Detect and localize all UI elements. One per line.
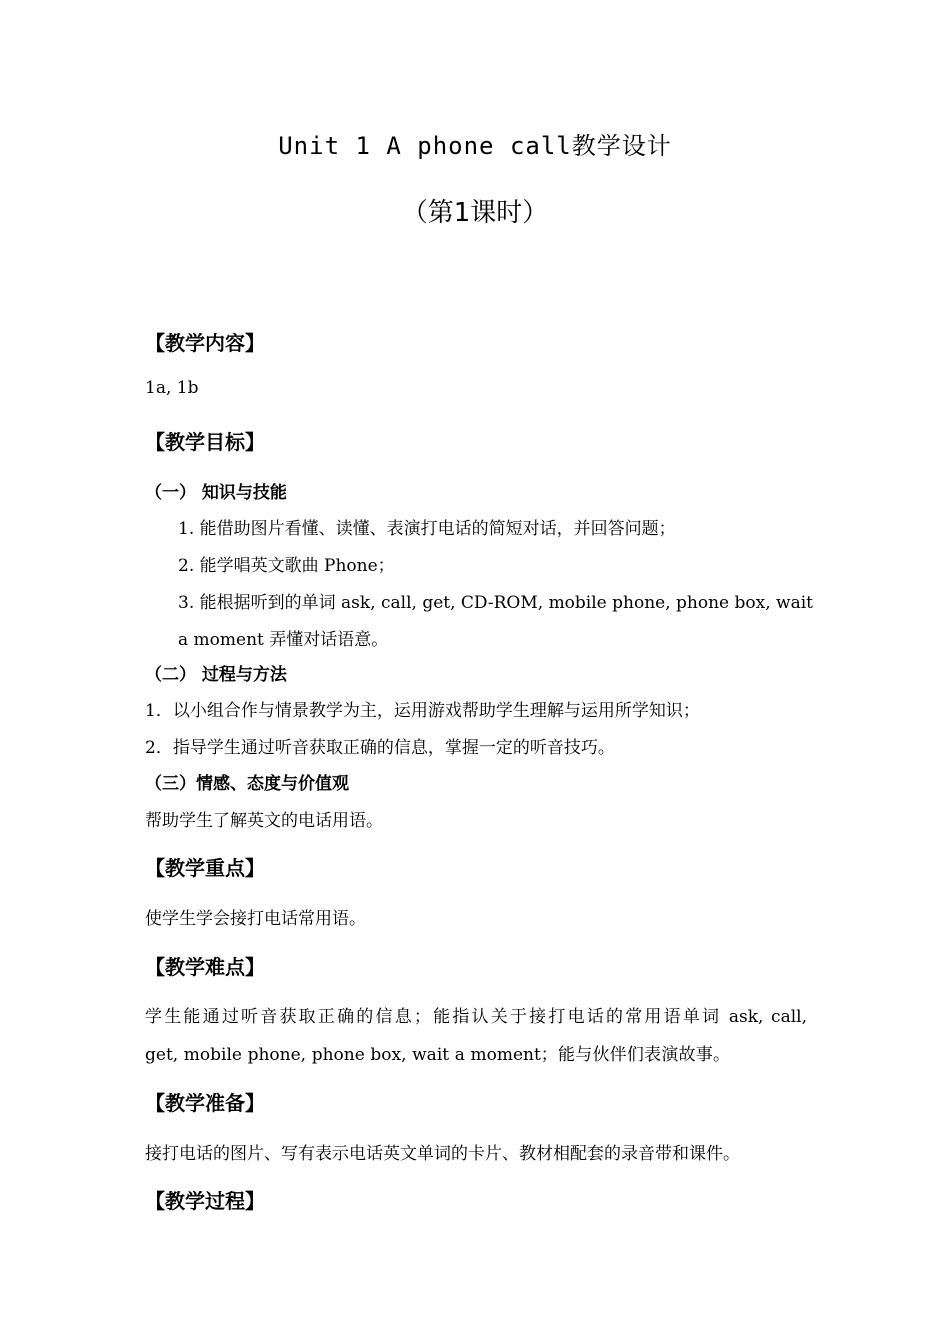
- list-item: 2. 能学唱英文歌曲 Phone；: [178, 556, 395, 576]
- list-item: 1．以小组合作与情景教学为主，运用游戏帮助学生理解与运用所学知识；: [145, 701, 700, 721]
- list-item: 3. 能根据听到的单词 ask, call, get, CD-ROM, mobile phone, phone box, wait: [178, 593, 813, 613]
- subheading-attitudes-values: （三）情感、态度与价值观: [145, 774, 349, 794]
- section-heading-objectives: 【教学目标】: [145, 430, 265, 454]
- section-heading-difficulties: 【教学难点】: [145, 955, 265, 979]
- preparation-text: 接打电话的图片、写有表示电话英文单词的卡片、教材相配套的录音带和课件。: [145, 1144, 740, 1164]
- section-heading-preparation: 【教学准备】: [145, 1091, 265, 1115]
- difficulties-text-line: get, mobile phone, phone box, wait a moment；能与伙伴们表演故事。: [145, 1045, 730, 1065]
- subheading-knowledge-skills: （一） 知识与技能: [145, 483, 287, 503]
- attitudes-text: 帮助学生了解英文的电话用语。: [145, 811, 383, 831]
- subheading-process-methods: （二） 过程与方法: [145, 665, 287, 685]
- section-heading-process: 【教学过程】: [145, 1189, 265, 1213]
- list-item: a moment 弄懂对话语意。: [178, 630, 389, 650]
- content-text: 1a, 1b: [145, 378, 199, 398]
- list-item: 2．指导学生通过听音获取正确的信息，掌握一定的听音技巧。: [145, 738, 615, 758]
- difficulties-text-line: 学生能通过听音获取正确的信息；能指认关于接打电话的常用语单词 ask, call,: [145, 1007, 807, 1027]
- key-points-text: 使学生学会接打电话常用语。: [145, 909, 366, 929]
- document-title: Unit 1 A phone call教学设计: [278, 132, 672, 160]
- section-heading-content: 【教学内容】: [145, 331, 265, 355]
- document-subtitle: （第1课时）: [401, 198, 549, 228]
- section-heading-key-points: 【教学重点】: [145, 856, 265, 880]
- list-item: 1. 能借助图片看懂、读懂、表演打电话的简短对话，并回答问题；: [178, 519, 676, 539]
